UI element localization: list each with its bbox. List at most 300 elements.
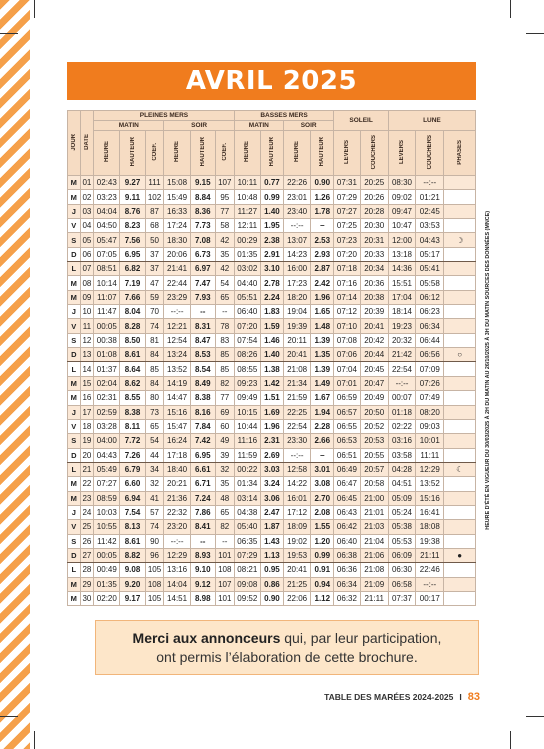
hw-evening-time-cell: 21:41 <box>164 262 190 276</box>
lw-evening-height-cell: 0.99 <box>311 548 334 562</box>
sunrise-cell: 07:12 <box>334 305 360 319</box>
moonset-cell: 04:43 <box>416 233 444 247</box>
hw-evening-coef-cell: 48 <box>215 491 234 505</box>
hw-evening-coef-cell: 83 <box>215 333 234 347</box>
moonrise-cell: 17:04 <box>388 290 415 304</box>
hw-morning-height-cell: 7.19 <box>120 276 145 290</box>
hw-morning-height-cell: 6.79 <box>120 462 145 476</box>
lw-morning-height-cell: 2.69 <box>260 448 283 462</box>
lw-morning-time-cell: 03:02 <box>234 262 260 276</box>
sunrise-cell: 07:16 <box>334 276 360 290</box>
header-couchers: COUCHERS <box>416 131 444 176</box>
sunset-cell: 20:45 <box>360 362 388 376</box>
lw-morning-height-cell: 2.91 <box>260 247 283 261</box>
day-of-week-cell: J <box>68 405 81 419</box>
sunrise-cell: 07:01 <box>334 376 360 390</box>
hw-morning-coef-cell: 85 <box>145 362 164 376</box>
lw-evening-time-cell: 23:30 <box>283 434 310 448</box>
hw-evening-coef-cell: 85 <box>215 362 234 376</box>
lw-evening-time-cell: 14:22 <box>283 477 310 491</box>
lw-evening-height-cell: 2.53 <box>311 233 334 247</box>
moonrise-cell: 05:53 <box>388 534 415 548</box>
moonrise-cell: 02:22 <box>388 419 415 433</box>
hw-morning-coef-cell: 32 <box>145 477 164 491</box>
moon-phase-cell <box>444 505 476 519</box>
hw-evening-time-cell: 20:06 <box>164 247 190 261</box>
hw-morning-time-cell: 03:28 <box>94 419 120 433</box>
lw-evening-height-cell: 0.94 <box>311 577 334 591</box>
lw-morning-height-cell: 1.38 <box>260 362 283 376</box>
date-cell: 21 <box>80 462 94 476</box>
sunrise-cell: 07:04 <box>334 362 360 376</box>
hw-evening-time-cell: 16:33 <box>164 204 190 218</box>
header-bm-soir: SOIR <box>283 121 333 131</box>
sunset-cell: 20:39 <box>360 305 388 319</box>
lw-morning-height-cell: 1.51 <box>260 391 283 405</box>
moonrise-cell: 20:32 <box>388 333 415 347</box>
moonset-cell: 06:34 <box>416 319 444 333</box>
hw-evening-time-cell: 22:32 <box>164 505 190 519</box>
hw-evening-height-cell: 8.49 <box>190 376 215 390</box>
moonrise-cell: 08:30 <box>388 176 415 190</box>
lw-morning-height-cell: 1.69 <box>260 405 283 419</box>
table-row <box>68 290 476 304</box>
hw-evening-coef-cell: 101 <box>215 591 234 605</box>
moonrise-cell: 15:51 <box>388 276 415 290</box>
lw-morning-height-cell: 1.87 <box>260 520 283 534</box>
hw-morning-coef-cell: 47 <box>145 276 164 290</box>
crop-mark <box>0 33 18 34</box>
hw-morning-coef-cell: 44 <box>145 448 164 462</box>
moonset-cell: 05:41 <box>416 262 444 276</box>
hw-evening-coef-cell: 82 <box>215 520 234 534</box>
sunset-cell: 20:42 <box>360 333 388 347</box>
moonrise-cell: 01:18 <box>388 405 415 419</box>
hw-evening-time-cell: 18:30 <box>164 233 190 247</box>
sunrise-cell: 07:08 <box>334 333 360 347</box>
hw-morning-time-cell: 02:31 <box>94 391 120 405</box>
hw-evening-height-cell: 7.47 <box>190 276 215 290</box>
day-of-week-cell: M <box>68 591 81 605</box>
lw-morning-time-cell: 11:59 <box>234 448 260 462</box>
moon-phase-cell <box>444 534 476 548</box>
sunrise-cell: 07:20 <box>334 247 360 261</box>
moonset-cell: 05:17 <box>416 247 444 261</box>
lw-evening-time-cell: 13:07 <box>283 233 310 247</box>
moonrise-cell: 12:00 <box>388 233 415 247</box>
lw-evening-height-cell: 1.20 <box>311 534 334 548</box>
lw-morning-time-cell: 01:35 <box>234 247 260 261</box>
lw-evening-time-cell: 17:12 <box>283 505 310 519</box>
sunset-cell: 20:44 <box>360 348 388 362</box>
day-of-week-cell: M <box>68 276 81 290</box>
hw-evening-coef-cell: 65 <box>215 505 234 519</box>
moonrise-cell: 13:18 <box>388 247 415 261</box>
lw-morning-height-cell: 1.13 <box>260 548 283 562</box>
lw-evening-time-cell: 20:41 <box>283 563 310 577</box>
lw-evening-height-cell: 2.42 <box>311 276 334 290</box>
lw-evening-time-cell: 18:09 <box>283 520 310 534</box>
lw-morning-height-cell: 1.83 <box>260 305 283 319</box>
lw-morning-time-cell: 10:48 <box>234 190 260 204</box>
lw-evening-height-cell: 1.12 <box>311 591 334 605</box>
moonset-cell: 06:12 <box>416 290 444 304</box>
table-row <box>68 534 476 548</box>
hw-evening-coef-cell: 54 <box>215 276 234 290</box>
hw-evening-time-cell: 15:16 <box>164 405 190 419</box>
lw-evening-time-cell: 19:02 <box>283 534 310 548</box>
hw-morning-height-cell: 7.56 <box>120 233 145 247</box>
hw-morning-time-cell: 05:47 <box>94 233 120 247</box>
moonset-cell: 07:09 <box>416 362 444 376</box>
day-of-week-cell: J <box>68 305 81 319</box>
hw-evening-height-cell: 8.16 <box>190 405 215 419</box>
moonset-cell: 07:26 <box>416 376 444 390</box>
sunset-cell: 20:26 <box>360 190 388 204</box>
hw-evening-time-cell: 14:47 <box>164 391 190 405</box>
header-date: DATE <box>80 111 94 176</box>
hw-evening-coef-cell: 108 <box>215 563 234 577</box>
lw-morning-time-cell: 11:27 <box>234 204 260 218</box>
hw-evening-coef-cell: 60 <box>215 419 234 433</box>
table-row <box>68 548 476 562</box>
hw-morning-height-cell: 8.23 <box>120 219 145 233</box>
moon-phase-cell <box>444 477 476 491</box>
hw-morning-height-cell: 8.82 <box>120 548 145 562</box>
header-soleil: SOLEIL <box>334 111 389 131</box>
hw-evening-time-cell: 18:40 <box>164 462 190 476</box>
hw-evening-height-cell: 7.42 <box>190 434 215 448</box>
hw-morning-time-cell: 02:20 <box>94 591 120 605</box>
date-cell: 06 <box>80 247 94 261</box>
sunrise-cell: 06:47 <box>334 477 360 491</box>
sunrise-cell: 06:36 <box>334 563 360 577</box>
hw-morning-time-cell: 08:51 <box>94 262 120 276</box>
hw-morning-time-cell: 03:23 <box>94 190 120 204</box>
sunrise-cell: 07:27 <box>334 204 360 218</box>
hw-morning-time-cell: 01:08 <box>94 348 120 362</box>
thanks-bold: Merci aux annonceurs <box>132 629 281 646</box>
sunset-cell: 20:49 <box>360 391 388 405</box>
moonset-cell: 15:16 <box>416 491 444 505</box>
hw-evening-coef-cell: 65 <box>215 290 234 304</box>
lw-evening-time-cell: 14:23 <box>283 247 310 261</box>
date-cell: 28 <box>80 563 94 577</box>
hw-evening-height-cell: -- <box>190 305 215 319</box>
tide-table <box>67 110 476 606</box>
hw-evening-time-cell: 12:29 <box>164 548 190 562</box>
hw-morning-coef-cell: 34 <box>145 462 164 476</box>
moon-phase-cell: ☾ <box>444 462 476 476</box>
lw-morning-height-cell: 1.40 <box>260 348 283 362</box>
sunrise-cell: 07:06 <box>334 348 360 362</box>
sunset-cell: 20:41 <box>360 319 388 333</box>
lw-evening-height-cell: 1.96 <box>311 290 334 304</box>
sunset-cell: 20:34 <box>360 262 388 276</box>
lw-evening-time-cell: 20:11 <box>283 333 310 347</box>
hw-morning-height-cell: 8.61 <box>120 534 145 548</box>
moon-phase-cell <box>444 577 476 591</box>
lw-evening-time-cell: 19:53 <box>283 548 310 562</box>
hw-evening-height-cell: 8.54 <box>190 362 215 376</box>
moonrise-cell: 06:58 <box>388 577 415 591</box>
day-of-week-cell: M <box>68 491 81 505</box>
hw-morning-height-cell: 8.62 <box>120 376 145 390</box>
hw-morning-time-cell: 11:07 <box>94 290 120 304</box>
table-row <box>68 262 476 276</box>
lw-evening-height-cell: 1.94 <box>311 405 334 419</box>
lw-evening-height-cell: 0.90 <box>311 176 334 190</box>
lw-morning-time-cell: 04:40 <box>234 276 260 290</box>
hw-morning-time-cell: 07:05 <box>94 247 120 261</box>
lw-morning-time-cell: 10:15 <box>234 405 260 419</box>
sunrise-cell: 06:40 <box>334 534 360 548</box>
hw-morning-coef-cell: 57 <box>145 505 164 519</box>
sunset-cell: 20:52 <box>360 419 388 433</box>
hw-morning-coef-cell: 84 <box>145 376 164 390</box>
lw-evening-height-cell: – <box>311 219 334 233</box>
hw-evening-time-cell: 21:36 <box>164 491 190 505</box>
day-of-week-cell: S <box>68 333 81 347</box>
hw-morning-time-cell: 10:55 <box>94 520 120 534</box>
moonrise-cell: 05:38 <box>388 520 415 534</box>
lw-morning-height-cell: 2.38 <box>260 233 283 247</box>
moonset-cell: 06:23 <box>416 305 444 319</box>
date-cell: 29 <box>80 577 94 591</box>
hw-morning-height-cell: 9.17 <box>120 591 145 605</box>
moonrise-cell: 18:14 <box>388 305 415 319</box>
header-jour: JOUR <box>68 111 81 176</box>
table-row <box>68 462 476 476</box>
table-row <box>68 204 476 218</box>
lw-morning-height-cell: 0.86 <box>260 577 283 591</box>
sunrise-cell: 06:34 <box>334 577 360 591</box>
moonrise-cell: 04:28 <box>388 462 415 476</box>
moon-phase-cell <box>444 563 476 577</box>
table-row <box>68 233 476 247</box>
hw-morning-coef-cell: 87 <box>145 204 164 218</box>
hw-evening-height-cell: 6.97 <box>190 262 215 276</box>
sunrise-cell: 07:10 <box>334 319 360 333</box>
hw-morning-coef-cell: 37 <box>145 247 164 261</box>
hw-evening-coef-cell: 35 <box>215 477 234 491</box>
lw-evening-height-cell: 0.91 <box>311 563 334 577</box>
moonrise-cell: 03:58 <box>388 448 415 462</box>
moonrise-cell: 07:37 <box>388 591 415 605</box>
lw-evening-time-cell: 21:34 <box>283 376 310 390</box>
moon-phase-cell <box>444 419 476 433</box>
hw-evening-height-cell: 7.24 <box>190 491 215 505</box>
lw-evening-time-cell: 21:59 <box>283 391 310 405</box>
page-number: 83 <box>467 691 480 703</box>
lw-evening-height-cell: 3.08 <box>311 477 334 491</box>
moonrise-cell: 10:47 <box>388 219 415 233</box>
sunset-cell: 20:36 <box>360 276 388 290</box>
hw-evening-height-cell: 7.73 <box>190 219 215 233</box>
hw-evening-height-cell: 7.93 <box>190 290 215 304</box>
table-row <box>68 563 476 577</box>
lw-morning-time-cell: 06:40 <box>234 305 260 319</box>
lw-evening-height-cell: 1.65 <box>311 305 334 319</box>
date-cell: 05 <box>80 233 94 247</box>
moon-phase-cell <box>444 305 476 319</box>
hw-evening-coef-cell: -- <box>215 305 234 319</box>
hw-morning-height-cell: 6.82 <box>120 262 145 276</box>
hw-morning-time-cell: 04:00 <box>94 434 120 448</box>
table-row <box>68 391 476 405</box>
lw-evening-time-cell: 21:25 <box>283 577 310 591</box>
table-row <box>68 376 476 390</box>
hw-evening-height-cell: 7.84 <box>190 419 215 433</box>
date-cell: 24 <box>80 505 94 519</box>
lw-evening-time-cell: --:-- <box>283 219 310 233</box>
day-of-week-cell: M <box>68 577 81 591</box>
date-cell: 13 <box>80 348 94 362</box>
day-of-week-cell: M <box>68 190 81 204</box>
lw-evening-time-cell: 12:58 <box>283 462 310 476</box>
hw-evening-time-cell: 14:19 <box>164 376 190 390</box>
lw-morning-height-cell: 0.99 <box>260 190 283 204</box>
moonrise-cell: --:-- <box>388 376 415 390</box>
hw-morning-coef-cell: 102 <box>145 190 164 204</box>
table-row <box>68 477 476 491</box>
moonset-cell: 03:53 <box>416 219 444 233</box>
moon-phase-cell <box>444 247 476 261</box>
hw-morning-time-cell: 02:59 <box>94 405 120 419</box>
header-basses-mers: BASSES MERS <box>234 111 334 121</box>
hw-morning-height-cell: 8.28 <box>120 319 145 333</box>
sunset-cell: 20:33 <box>360 247 388 261</box>
moonset-cell: 10:01 <box>416 434 444 448</box>
hw-evening-height-cell: 6.73 <box>190 247 215 261</box>
lw-evening-time-cell: 20:41 <box>283 348 310 362</box>
page-footer <box>300 691 480 703</box>
hw-morning-coef-cell: 68 <box>145 219 164 233</box>
moonset-cell: 18:08 <box>416 520 444 534</box>
day-of-week-cell: L <box>68 462 81 476</box>
sunset-cell: 20:31 <box>360 233 388 247</box>
hw-morning-coef-cell: 111 <box>145 176 164 190</box>
moonset-cell: 02:45 <box>416 204 444 218</box>
moon-phase-cell <box>444 276 476 290</box>
header-coef: COEF. <box>145 131 164 176</box>
hw-morning-coef-cell: 65 <box>145 419 164 433</box>
date-cell: 12 <box>80 333 94 347</box>
moonrise-cell: 03:16 <box>388 434 415 448</box>
day-of-week-cell: V <box>68 319 81 333</box>
hw-evening-time-cell: 12:21 <box>164 319 190 333</box>
lw-morning-time-cell: 07:20 <box>234 319 260 333</box>
day-of-week-cell: J <box>68 204 81 218</box>
hw-evening-height-cell: 6.61 <box>190 462 215 476</box>
hw-morning-time-cell: 07:27 <box>94 477 120 491</box>
hw-morning-height-cell: 7.66 <box>120 290 145 304</box>
sunrise-cell: 06:49 <box>334 462 360 476</box>
hw-evening-coef-cell: 42 <box>215 233 234 247</box>
lw-morning-time-cell: 01:34 <box>234 477 260 491</box>
header-lune: LUNE <box>388 111 475 131</box>
table-row <box>68 520 476 534</box>
table-row <box>68 305 476 319</box>
lw-morning-time-cell: 09:08 <box>234 577 260 591</box>
sunrise-cell: 07:14 <box>334 290 360 304</box>
hw-evening-coef-cell: 39 <box>215 448 234 462</box>
day-of-week-cell: D <box>68 548 81 562</box>
lw-evening-time-cell: 22:25 <box>283 405 310 419</box>
moon-phase-cell: ☽ <box>444 233 476 247</box>
moon-phase-cell <box>444 319 476 333</box>
moonset-cell: 19:38 <box>416 534 444 548</box>
lw-evening-height-cell: 1.35 <box>311 348 334 362</box>
lw-morning-time-cell: 12:11 <box>234 219 260 233</box>
moonrise-cell: 06:30 <box>388 563 415 577</box>
sunrise-cell: 06:51 <box>334 448 360 462</box>
moon-phase-cell <box>444 591 476 605</box>
lw-morning-time-cell: 09:52 <box>234 591 260 605</box>
sunset-cell: 21:01 <box>360 505 388 519</box>
lw-morning-time-cell: 06:35 <box>234 534 260 548</box>
sunset-cell: 20:38 <box>360 290 388 304</box>
sunrise-cell: 06:53 <box>334 434 360 448</box>
date-cell: 30 <box>80 591 94 605</box>
lw-evening-height-cell: 2.08 <box>311 505 334 519</box>
hw-evening-height-cell: 8.98 <box>190 591 215 605</box>
table-row <box>68 591 476 605</box>
lw-morning-time-cell: 09:49 <box>234 391 260 405</box>
table-row <box>68 405 476 419</box>
hw-evening-time-cell: 13:16 <box>164 563 190 577</box>
hw-morning-time-cell: 02:04 <box>94 376 120 390</box>
table-row <box>68 247 476 261</box>
sunset-cell: 20:28 <box>360 204 388 218</box>
date-cell: 10 <box>80 305 94 319</box>
hw-morning-time-cell: 00:38 <box>94 333 120 347</box>
moon-phase-cell <box>444 190 476 204</box>
hw-morning-height-cell: 8.13 <box>120 520 145 534</box>
hw-evening-time-cell: --:-- <box>164 305 190 319</box>
sunset-cell: 21:03 <box>360 520 388 534</box>
crop-mark <box>510 0 511 18</box>
hw-evening-time-cell: --:-- <box>164 534 190 548</box>
sunset-cell: 21:08 <box>360 563 388 577</box>
hw-evening-time-cell: 15:49 <box>164 190 190 204</box>
sunset-cell: 20:25 <box>360 176 388 190</box>
hw-morning-time-cell: 00:05 <box>94 319 120 333</box>
lw-morning-time-cell: 07:29 <box>234 548 260 562</box>
hw-morning-coef-cell: 59 <box>145 290 164 304</box>
sunset-cell: 20:47 <box>360 376 388 390</box>
sunrise-cell: 06:45 <box>334 491 360 505</box>
lw-evening-height-cell: 2.87 <box>311 262 334 276</box>
date-cell: 15 <box>80 376 94 390</box>
header-pm-matin: MATIN <box>94 121 164 131</box>
lw-morning-time-cell: 11:16 <box>234 434 260 448</box>
hw-morning-coef-cell: 41 <box>145 491 164 505</box>
day-of-week-cell: V <box>68 520 81 534</box>
moonset-cell: --:-- <box>416 577 444 591</box>
hw-morning-height-cell: 6.95 <box>120 247 145 261</box>
thanks-line-1 <box>133 629 442 648</box>
hw-morning-time-cell: 01:37 <box>94 362 120 376</box>
moonrise-cell: 22:54 <box>388 362 415 376</box>
hw-evening-coef-cell: 77 <box>215 204 234 218</box>
moonset-cell: 00:17 <box>416 591 444 605</box>
hw-evening-coef-cell: 77 <box>215 391 234 405</box>
lw-evening-height-cell: – <box>311 448 334 462</box>
hw-evening-coef-cell: 82 <box>215 376 234 390</box>
header-pleines-mers: PLEINES MERS <box>94 111 235 121</box>
lw-morning-height-cell: 1.95 <box>260 219 283 233</box>
